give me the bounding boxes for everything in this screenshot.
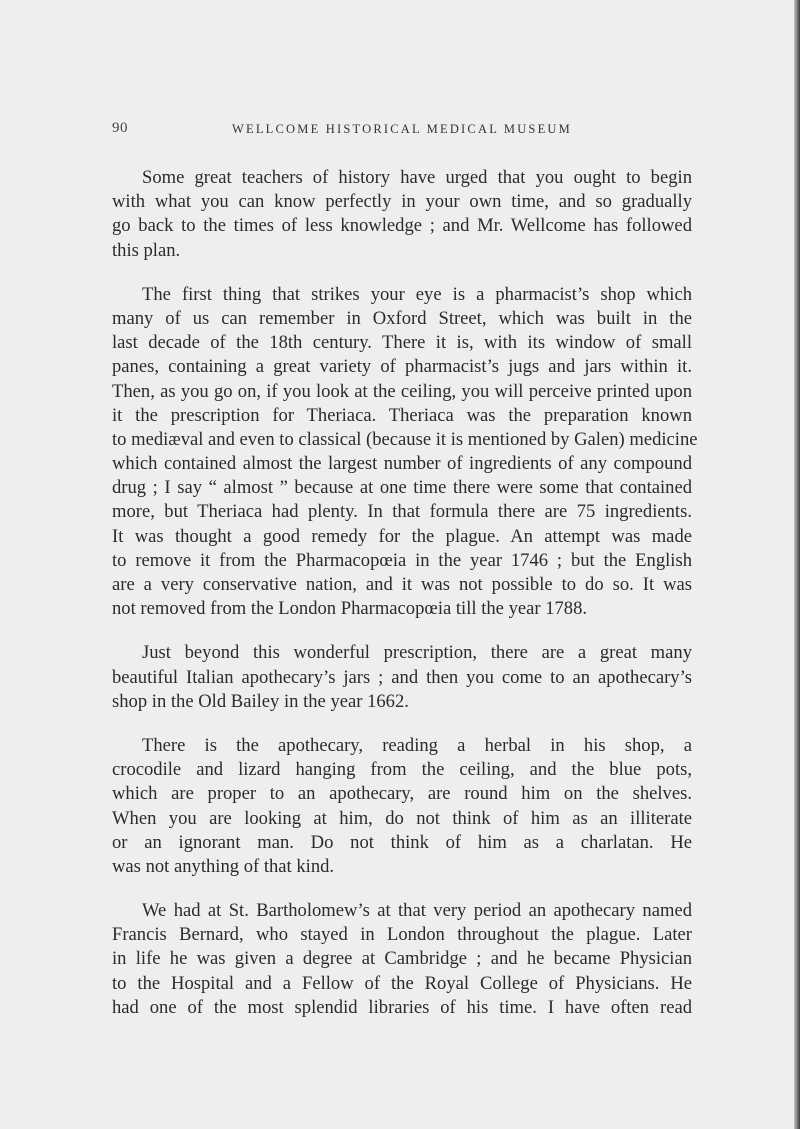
text-line: in life he was given a degree at Cambridge ; and he became Physician xyxy=(112,948,692,970)
text-line: go back to the times of less knowledge ; and Mr. Wellcome has followed xyxy=(112,215,692,237)
text-line: Some great teachers of history have urged that you ought to begin xyxy=(142,167,692,188)
text-line: There is the apothecary, reading a herbal in his shop, a xyxy=(142,734,692,756)
text-line: Then, as you go on, if you look at the ceiling, you will perceive printed upon xyxy=(112,380,692,402)
text-line: with what you can know perfectly in your own time, and so gradually xyxy=(112,191,692,213)
running-head: WELLCOME HISTORICAL MEDICAL MUSEUM xyxy=(232,122,572,136)
text-line: shop in the Old Bailey in the year 1662. xyxy=(112,690,409,712)
text-line: it the prescription for Theriaca. Theriaca was the preparation known xyxy=(112,404,692,426)
text-line: last decade of the 18th century. There it is, with its window of small xyxy=(112,332,692,354)
text-line: to remove it from the Pharmacopœia in the year 1746 ; but the English xyxy=(112,549,692,571)
text-line: crocodile and lizard hanging from the ceiling, and the blue pots, xyxy=(112,759,692,781)
text-line: drug ; I say “ almost ” because at one time there were some that contained xyxy=(112,477,692,499)
paragraph-2 xyxy=(112,283,698,622)
text-line: to mediæval and even to classical (because it is mentioned by Galen) medicine xyxy=(112,428,698,450)
page-edge-shadow xyxy=(794,0,800,1129)
text-line: It was thought a good remedy for the plague. An attempt was made xyxy=(112,525,692,547)
body-text xyxy=(112,166,698,1040)
page-number: 90 xyxy=(112,120,128,136)
paragraph-1 xyxy=(112,166,692,263)
text-line: more, but Theriaca had plenty. In that formula there are 75 ingredients. xyxy=(112,501,692,523)
paragraph-4 xyxy=(112,734,692,879)
paragraph-3 xyxy=(112,641,692,714)
text-line: The first thing that strikes your eye is a pharmacist’s shop which xyxy=(142,283,692,305)
text-line: which are proper to an apothecary, are round him on the shelves. xyxy=(112,783,692,805)
text-line: which contained almost the largest number of ingredients of any compound xyxy=(112,453,692,475)
text-line: are a very conservative nation, and it was not possible to do so. It was xyxy=(112,574,692,595)
text-line: was not anything of that kind. xyxy=(112,855,335,877)
text-line: Francis Bernard, who stayed in London throughout the plague. Later xyxy=(112,924,692,946)
text-line: or an ignorant man. Do not think of him as a charlatan. He xyxy=(112,831,692,853)
text-line: We had at St. Bartholomew’s at that very period an apothecary named xyxy=(142,900,692,922)
text-line: to the Hospital and a Fellow of the Royal College of Physicians. He xyxy=(112,972,692,994)
paragraph-5 xyxy=(112,899,692,1020)
text-line: When you are looking at him, do not think of him as an illiterate xyxy=(112,807,692,829)
text-line: many of us can remember in Oxford Street, which was built in the xyxy=(112,307,692,329)
text-line: this plan. xyxy=(112,239,181,261)
text-line: not removed from the London Pharmacopœia till the year 1788. xyxy=(112,598,588,620)
text-line: had one of the most splendid libraries of his time. I have often read xyxy=(112,996,692,1018)
text-line: Just beyond this wonderful prescription, there are a great many xyxy=(142,642,692,664)
text-line: beautiful Italian apothecary’s jars ; and then you come to an apothecary’s xyxy=(112,666,692,688)
text-line: panes, containing a great variety of pharmacist’s jugs and jars within it. xyxy=(112,356,692,378)
